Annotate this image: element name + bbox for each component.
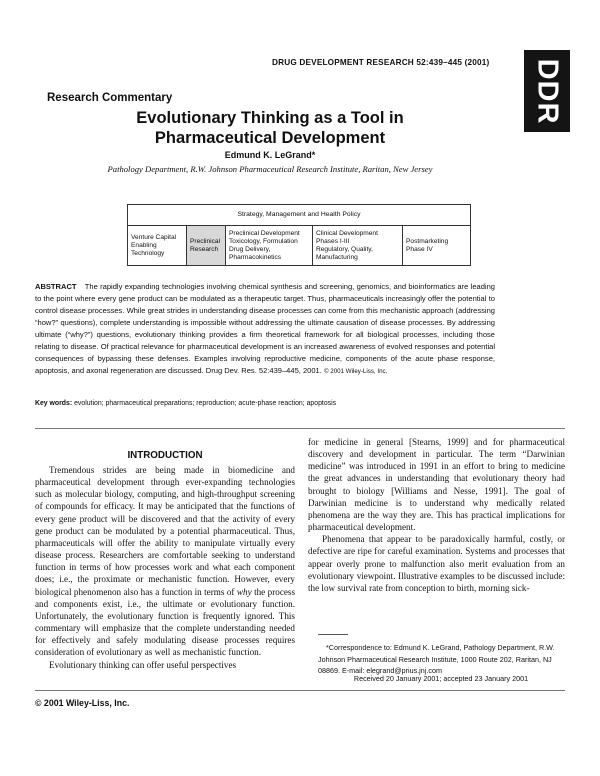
keywords-label: Key words:: [35, 400, 73, 407]
paragraph: [35, 464, 295, 659]
stage-text: Clinical Development: [316, 229, 378, 237]
emphasis-why: why: [236, 586, 252, 597]
stage-text: Postmarketing: [406, 237, 449, 245]
body-column-right: [308, 436, 565, 594]
paragraph: Phenomena that appear to be paradoxically harmful, costly, or defective are ripe for careful examination. Systems and processes that appear overly prone to malfunction also merit evaluation from an evolutionary viewpoint. Illustrative examples to be discussed include: the low survival rate from conception to birth, morning sick-: [308, 534, 565, 593]
stage-preclinical-development: [225, 226, 312, 265]
footnote-divider: [318, 634, 348, 635]
stage-text: Manufacturing: [316, 253, 358, 261]
stage-clinical-development: [312, 226, 402, 265]
stage-preclinical-research: [186, 226, 225, 265]
journal-logo-text: DDR: [531, 58, 564, 124]
stage-text: Enabling: [131, 241, 157, 249]
paragraph-text: the process and components exist, i.e., the ultimate or evolutionary function. Unfortunately, the evolutionary function is frequently ignored. This commentary will emphasize that the complete understanding needed for effectively and safely modulating disease processes requires consideration of evolutionary as well as mechanistic function.: [35, 586, 296, 658]
stage-text: Toxicology, Formulation: [229, 237, 298, 245]
keywords: [35, 400, 515, 407]
paragraph-text: Tremendous strides are being made in biomedicine and pharmaceutical development through ever-expanding technologies such as molecular biology, computing, and high-throughput screening of compounds for efficacy. It may be anticipated that the functions of every gene product will be discovered and that the activity of every gene product can be modulated by a potential pharmaceutical. Thus, pharmaceuticals will offer the ability to manipulate virtually every disease process. Researchers are comfortable seeking to understand function in terms of how processes work and what each component does; i.e., the proximate or mechanistic function. However, every biological phenomenon also has a function in terms of: [35, 465, 295, 597]
stage-text: Pharmacokinetics: [229, 253, 282, 261]
stage-text: Venture Capital: [131, 233, 177, 241]
title-line-1: Evolutionary Thinking as a Tool in: [136, 109, 404, 127]
stage-venture-capital: [128, 226, 186, 265]
title-line-2: Pharmaceutical Development: [154, 129, 386, 147]
pipeline-header: Strategy, Management and Health Policy: [128, 205, 470, 226]
paragraph: Evolutionary thinking can offer useful perspectives: [49, 659, 237, 670]
publisher-copyright: © 2001 Wiley-Liss, Inc.: [35, 698, 130, 708]
pipeline-figure: [127, 204, 471, 266]
journal-logo: [524, 50, 570, 132]
stage-text: Technology: [131, 249, 165, 257]
stage-text: Preclinical Development: [229, 229, 300, 237]
section-divider: [35, 428, 565, 429]
section-label: Research Commentary: [47, 92, 173, 104]
affiliation: Pathology Department, R.W. Johnson Pharmaceutical Research Institute, Raritan, New Jersey: [107, 164, 433, 174]
stage-text: Drug Delivery,: [229, 245, 271, 253]
stage-text: Phase IV: [406, 245, 433, 253]
received-dates: Received 20 January 2001; accepted 23 January 2001: [353, 674, 529, 683]
stage-text: Preclinical: [190, 237, 221, 245]
abstract-citation: Drug Dev. Res. 52:439–445, 2001.: [205, 366, 322, 375]
stage-text: Research: [190, 245, 219, 253]
keywords-text: evolution; pharmaceutical preparations; reproduction; acute-phase reaction; apoptosis: [74, 400, 337, 407]
body-column-left: [35, 464, 295, 671]
stage-text: Regulatory, Quality,: [316, 245, 373, 253]
article-title: [60, 108, 480, 148]
abstract-copyright: © 2001 Wiley-Liss, Inc.: [323, 368, 388, 375]
introduction-heading: INTRODUCTION: [127, 450, 203, 461]
author: Edmund K. LeGrand*: [224, 150, 316, 160]
journal-header: DRUG DEVELOPMENT RESEARCH 52:439–445 (2001): [272, 58, 490, 67]
paragraph: for medicine in general [Stearns, 1999] and for pharmaceutical discovery and development in particular. The term “Darwinian medicine” was introduced in 1991 in an effort to bring to medicine the great advances in understanding that evolutionary theory had brought to biology [Williams and Nesse, 1991]. The goal of Darwinian medicine is to understand why medically related phenomena are the way they are. This has practical implications for pharmaceutical development.: [308, 437, 565, 533]
correspondence-footnote: *Correspondence to: Edmund K. LeGrand, Pathology Department, R.W. Johnson Pharmaceutical Research Institute, 1000 Route 202, Raritan, NJ 08869. E-mail: elegrand@prius.jnj.com: [318, 643, 555, 675]
abstract-text: The rapidly expanding technologies involving chemical synthesis and screening, genomics, and bioinformatics are leading to the point where every gene product can be modulated as a therapeutic target. Thus, pharmaceuticals increasingly offer the potential to control disease processes. While great strides in understanding disease processes can come from this mechanistic approach (addressing “how?” questions), complete understanding is impossible without addressing the ultimate causation of disease processes. By addressing ultimate (“why?”) questions, evolutionary thinking provides a firm theoretical framework for all biological processes, including those relating to disease. Of practical relevance for pharmaceutical development is an increased awareness of evolved responses and potential consequences of bypassing these defenses. Examples involving reproductive medicine, components of the acute phase response, apoptosis, and axonal regeneration are discussed.: [35, 282, 495, 375]
abstract: [35, 281, 495, 378]
stage-postmarketing: [402, 226, 470, 265]
stage-text: Phases I-III: [316, 237, 350, 245]
footer-divider: [35, 690, 565, 691]
abstract-label: ABSTRACT: [35, 282, 77, 291]
